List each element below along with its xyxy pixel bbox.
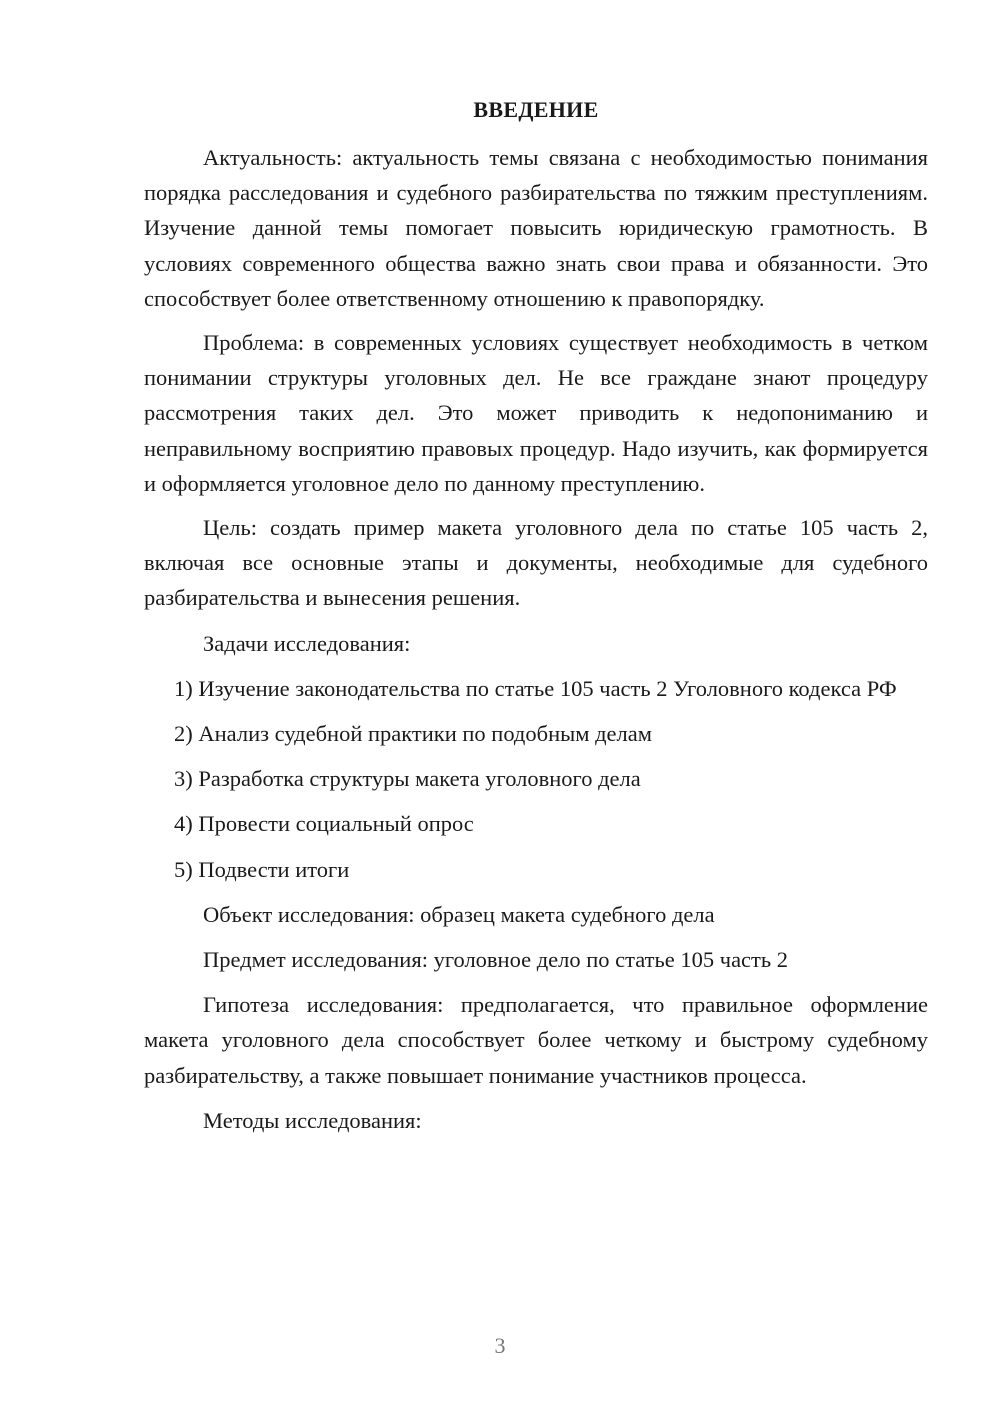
list-item: 5) Подвести итоги	[174, 856, 350, 882]
relevance-paragraph: Актуальность: актуальность темы связана с необходимостью понимания порядка расследования и судебного разбирательства по тяжким преступлениям. Изучение данной темы помогает повысить юридическую грамотность. В условиях современного общества важно знать свои права и обязанности. Это способствует более ответственному отношению к правопорядку.	[144, 145, 928, 311]
tasks-heading: Задачи исследования:	[203, 630, 411, 656]
page-number: 3	[494, 1333, 506, 1358]
document-page	[144, 94, 928, 1138]
page-title: ВВЕДЕНИЕ	[473, 97, 599, 122]
hypothesis-paragraph: Гипотеза исследования: предполагается, что правильное оформление макета уголовного дела способствует более четкому и быстрому судебному разбирательству, а также повышает понимание участников процесса.	[144, 992, 928, 1088]
list-item: 4) Провести социальный опрос	[174, 811, 474, 837]
subject-paragraph: Предмет исследования: уголовное дело по статье 105 часть 2	[203, 947, 789, 973]
list-item: 3) Разработка структуры макета уголовного дела	[174, 766, 641, 792]
goal-paragraph: Цель: создать пример макета уголовного дела по статье 105 часть 2, включая все основные этапы и документы, необходимые для судебного разбирательства и вынесения решения.	[144, 515, 928, 611]
tasks-list	[144, 671, 928, 887]
list-item: 2) Анализ судебной практики по подобным делам	[174, 721, 652, 747]
problem-paragraph: Проблема: в современных условиях существует необходимость в четком понимании структуры уголовных дел. Не все граждане знают процедуру рассмотрения таких дел. Это может приводить к недопониманию и неправильному восприятию правовых процедур. Надо изучить, как формируется и оформляется уголовное дело по данному преступлению.	[144, 330, 928, 496]
object-paragraph: Объект исследования: образец макета судебного дела	[203, 901, 715, 927]
list-item: 1) Изучение законодательства по статье 105 часть 2 Уголовного кодекса РФ	[174, 675, 897, 701]
methods-heading: Методы исследования:	[203, 1107, 422, 1133]
